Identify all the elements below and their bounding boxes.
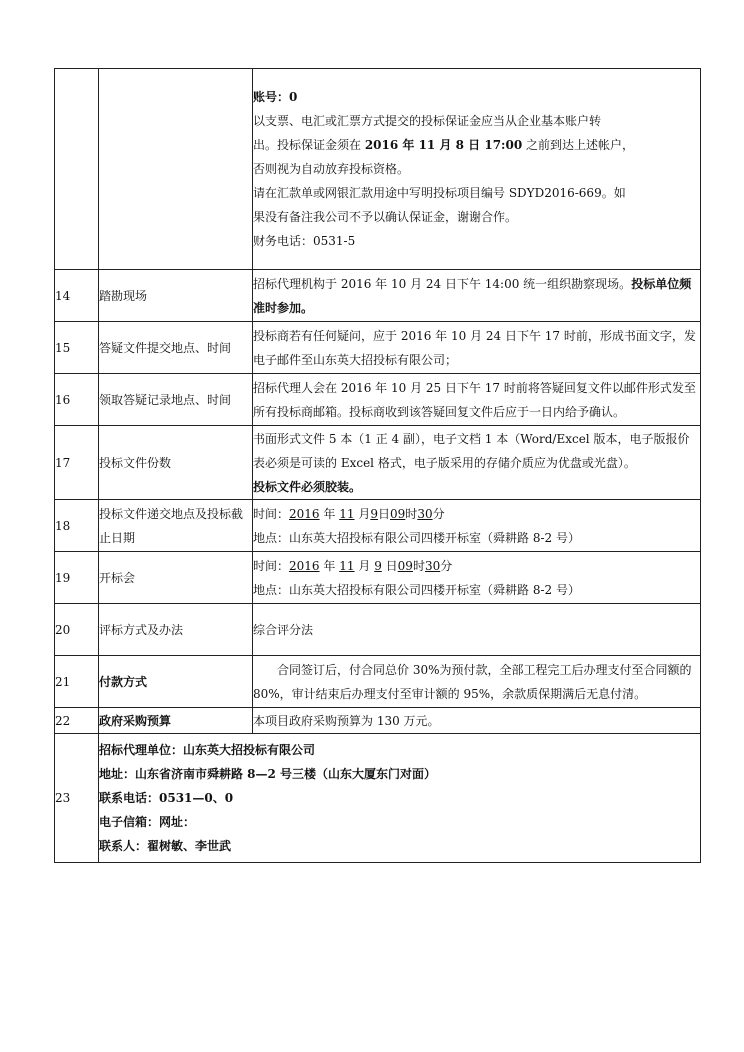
opening-time: 时间：2016 年 11 月 9 日09时30分 (253, 558, 453, 573)
agency-phone: 联系电话：0531—0、0 (99, 791, 234, 805)
row-label: 付款方式 (99, 656, 253, 708)
row-number: 14 (55, 270, 99, 322)
table-row (55, 500, 701, 552)
table-row (55, 656, 701, 708)
row-label: 开标会 (99, 552, 253, 604)
row-content: 招标代理人会在 2016 年 10 月 25 日下午 17 时前将答疑回复文件以邮件形式发至所有投标商邮箱。投标商收到该答疑回复文件后应于一日内给予确认。 (253, 374, 701, 426)
row-label: 评标方式及办法 (99, 604, 253, 656)
table-row (55, 552, 701, 604)
row-number: 21 (55, 656, 99, 708)
row-number: 19 (55, 552, 99, 604)
deposit-instruction-line: 否则视为自动放弃投标资格。 (253, 162, 410, 176)
table-row (55, 322, 701, 374)
row-content: 合同签订后，付合同总价 30%为预付款，全部工程完工后办理支付至合同额的 80%，审计结束后办理支付至审计额的 95%，余款质保期满后无息付清。 (253, 656, 701, 708)
table-row (55, 426, 701, 500)
row-label: 投标文件份数 (99, 426, 253, 500)
deposit-instruction-line: 以支票、电汇或汇票方式提交的投标保证金应当从企业基本账户转 (253, 114, 602, 128)
deposit-deadline: 2016 年 11 月 8 日 17:00 (364, 138, 523, 152)
row-label: 踏勘现场 (99, 270, 253, 322)
agency-email: 电子信箱：网址： (99, 815, 196, 829)
row-content (253, 552, 701, 604)
table-row (55, 270, 701, 322)
row-number: 17 (55, 426, 99, 500)
agency-name: 招标代理单位：山东英大招投标有限公司 (99, 743, 316, 757)
row-content: 招标代理机构于 2016 年 10 月 24 日下午 14:00 统一组织勘察现场。投标单位频准时参加。 (253, 270, 701, 322)
row-number: 18 (55, 500, 99, 552)
opening-place: 地点：山东英大招投标有限公司四楼开标室（舜耕路 8-2 号） (253, 582, 580, 597)
row-number: 15 (55, 322, 99, 374)
deadline-place: 地点：山东英大招投标有限公司四楼开标室（舜耕路 8-2 号） (253, 530, 580, 545)
row-content: 投标商若有任何疑问，应于 2016 年 10 月 24 日下午 17 时前，形成书面文字，发电子邮件至山东英大招投标有限公司； (253, 322, 701, 374)
table-row (55, 708, 701, 734)
row-label: 答疑文件提交地点、时间 (99, 322, 253, 374)
row-number: 16 (55, 374, 99, 426)
table-row (55, 374, 701, 426)
table-row (55, 604, 701, 656)
row-number-cell (55, 69, 99, 270)
row-content: 综合评分法 (253, 604, 701, 656)
row-number: 22 (55, 708, 99, 734)
agency-contact-person: 联系人：翟树敏、李世武 (99, 839, 232, 853)
row-label-cell (99, 69, 253, 270)
row-content (253, 500, 701, 552)
row-number: 20 (55, 604, 99, 656)
remark-line: 果没有备注我公司不予以确认保证金，谢谢合作。 (253, 210, 518, 224)
finance-phone: 财务电话：0531-5 (253, 234, 356, 248)
remark-line: 请在汇款单或网银汇款用途中写明投标项目编号 SDYD2016-669。如 (253, 186, 626, 200)
account-number: 账号：0 (253, 90, 298, 104)
agency-contact-cell (99, 734, 701, 863)
row-content: 本项目政府采购预算为 130 万元。 (253, 708, 701, 734)
deposit-info-cell (253, 69, 701, 270)
row-number: 23 (55, 734, 99, 863)
row-content: 书面形式文件 5 本（1 正 4 副），电子文档 1 本（Word/Excel 版本，电子版报价表必须是可读的 Excel 格式，电子版采用的存储介质应为优盘或光盘）。 投标文件必须胶装。 (253, 426, 701, 500)
table-row (55, 734, 701, 863)
row-label: 政府采购预算 (99, 708, 253, 734)
tender-info-table (54, 68, 701, 863)
agency-address: 地址：山东省济南市舜耕路 8—2 号三楼（山东大厦东门对面） (99, 767, 437, 781)
table-row (55, 69, 701, 270)
deposit-instruction-line: 出。投标保证金须在 2016 年 11 月 8 日 17:00 之前到达上述帐户， (253, 138, 634, 152)
row-label: 领取答疑记录地点、时间 (99, 374, 253, 426)
row-label: 投标文件递交地点及投标截止日期 (99, 500, 253, 552)
deadline-time: 时间：2016 年 11 月9日09时30分 (253, 506, 445, 521)
